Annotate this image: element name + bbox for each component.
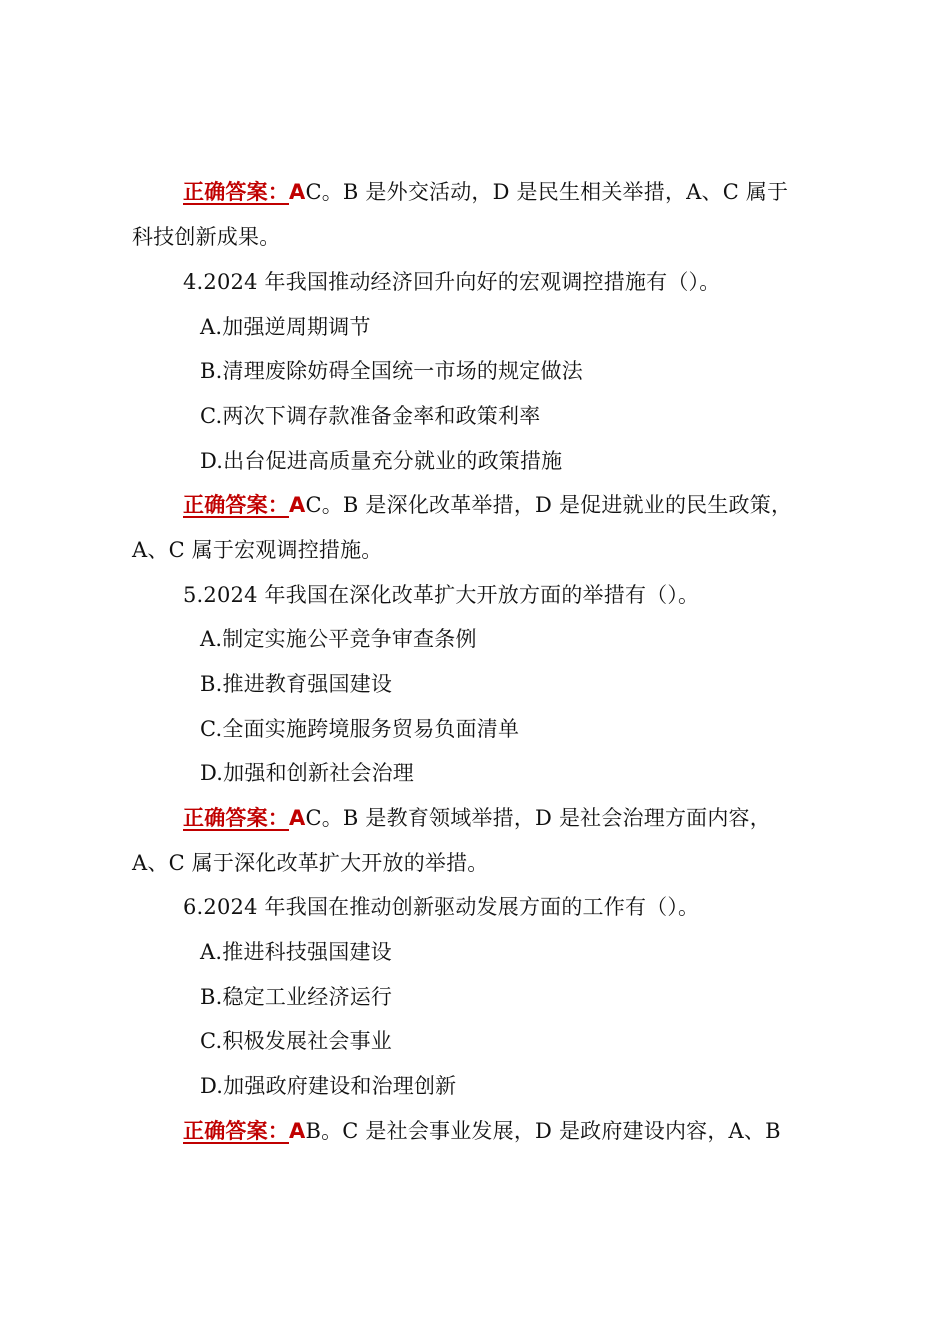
answer-key: A <box>289 180 306 204</box>
answer-explanation-continued: A、C 属于宏观调控措施。 <box>132 538 383 562</box>
question-text: 4.2024 年我国推动经济回升向好的宏观调控措施有（）。 <box>183 270 721 294</box>
answer-key: A <box>289 1119 306 1143</box>
answer-line <box>183 491 792 519</box>
option-a: A.加强逆周期调节 <box>200 315 371 339</box>
answer-explanation: B。C 是社会事业发展，D 是政府建设内容，A、B <box>305 1119 781 1143</box>
option-d: D.加强和创新社会治理 <box>200 761 414 785</box>
option-c: C.两次下调存款准备金率和政策利率 <box>200 404 541 428</box>
option-b: B.稳定工业经济运行 <box>200 985 393 1009</box>
option-d: D.加强政府建设和治理创新 <box>200 1074 457 1098</box>
answer-line <box>183 1117 781 1145</box>
option-a: A.制定实施公平竞争审查条例 <box>200 627 477 651</box>
answer-key: A <box>289 806 306 830</box>
answer-line <box>183 804 771 832</box>
answer-label: 正确答案： <box>183 806 289 830</box>
answer-explanation: C。B 是教育领域举措，D 是社会治理方面内容， <box>305 806 771 830</box>
question-text: 6.2024 年我国在推动创新驱动发展方面的工作有（）。 <box>183 895 700 919</box>
answer-label: 正确答案： <box>183 493 289 517</box>
answer-label: 正确答案： <box>183 180 289 204</box>
answer-explanation: C。B 是深化改革举措，D 是促进就业的民生政策， <box>305 493 793 517</box>
option-a: A.推进科技强国建设 <box>200 940 392 964</box>
answer-line <box>183 178 788 206</box>
answer-explanation-continued: A、C 属于深化改革扩大开放的举措。 <box>132 851 489 875</box>
option-c: C.全面实施跨境服务贸易负面清单 <box>200 717 520 741</box>
answer-key: A <box>289 493 306 517</box>
answer-explanation: C。B 是外交活动，D 是民生相关举措，A、C 属于 <box>305 180 789 204</box>
option-d: D.出台促进高质量充分就业的政策措施 <box>200 449 563 473</box>
option-b: B.清理废除妨碍全国统一市场的规定做法 <box>200 359 583 383</box>
answer-explanation-continued: 科技创新成果。 <box>132 225 281 249</box>
option-c: C.积极发展社会事业 <box>200 1029 392 1053</box>
question-text: 5.2024 年我国在深化改革扩大开放方面的举措有（）。 <box>183 583 700 607</box>
answer-label: 正确答案： <box>183 1119 289 1143</box>
option-b: B.推进教育强国建设 <box>200 672 393 696</box>
